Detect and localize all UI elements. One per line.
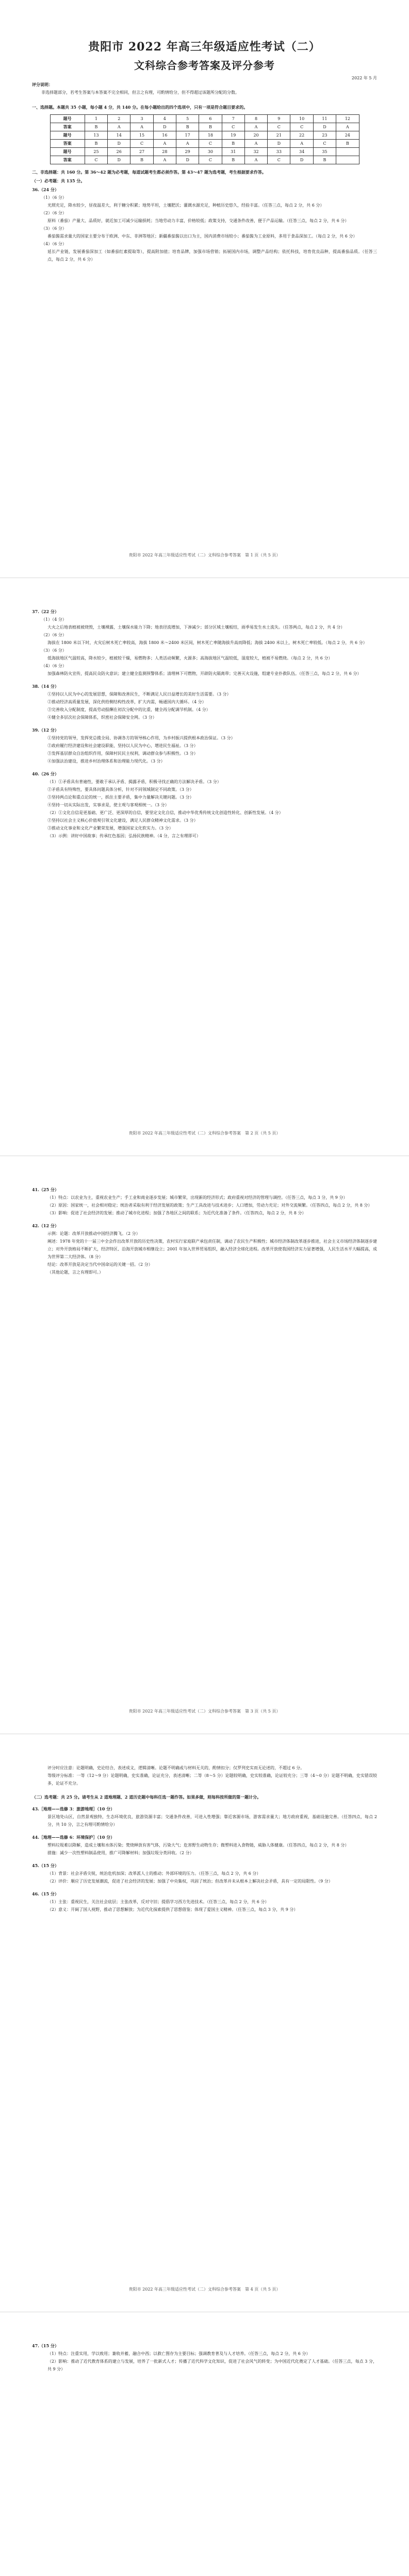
answer-table-cell: 27 — [130, 148, 153, 156]
answer-table-cell: 32 — [244, 148, 267, 156]
page-3-content — [32, 1186, 377, 1276]
q38-title: 38.（14 分） — [32, 684, 59, 689]
q42-block — [32, 1222, 377, 1276]
answer-line: ④加强法治建设，推进乡村治理体系和治理能力现代化。（3 分） — [47, 759, 165, 764]
answer-table-cell: B — [222, 140, 244, 148]
answer-line: ②坚持以社会主义核心价值观引领文化建设，满足人民群众精神文化需求。（3 分） — [47, 818, 198, 823]
answer-line: ②政府履行经济建设和社会建设职能，坚持以人民为中心，增进民生福祉。（3 分） — [47, 743, 198, 748]
answer-line: 大火之后地表植被被烧毁，土壤裸露，土壤保水能力下降；地表径流增加，下渗减少；部分区域土壤板结，雨季易发生水土流失。（任答两点，每点 2 分，共 4 分） — [47, 625, 345, 630]
q36-title: 36.（24 分） — [32, 187, 59, 192]
answer-table-cell: 3 — [130, 115, 153, 123]
q43-title: 43.［地理——选修 3：旅游地理］（10 分） — [32, 1806, 115, 1811]
answer-line: ③推动文化事业和文化产业繁荣发展，增强国家文化软实力。（3 分） — [47, 826, 173, 831]
q47-title: 47.（15 分） — [32, 2343, 59, 2348]
answer-line: 塑料垃圾难以降解，造成土壤和水体污染；焚烧释放有害气体，污染大气；危害野生动物生存；微塑料进入食物链，威胁人体健康。（任答四点，每点 2 分，共 8 分） — [47, 1843, 349, 1848]
page-3-footer: 贵阳市 2022 年高三年级适应性考试（二）文科综合参考答案 第 3 页（共 5 页） — [128, 1709, 281, 1714]
answer-table-cell: A — [290, 140, 313, 148]
answer-table-cell: B — [176, 123, 199, 131]
answer-table-row — [50, 131, 359, 140]
answer-table-cell: C — [85, 156, 107, 164]
answer-table-cell: 30 — [199, 148, 222, 156]
exam-title: 贵阳市 2022 年高三年级适应性考试（二） — [88, 40, 321, 54]
answer-table-cell: 31 — [222, 148, 244, 156]
answer-table-cell: 2 — [108, 115, 130, 123]
answer-line: （1）特点：注重实用，学以致用；兼收并蓄，融合中西；以救亡图存为主要目标；强调教育普及与人才培养。（任答三点，每点 2 分，共 6 分） — [47, 2351, 310, 2356]
answer-table-cell: 26 — [108, 148, 130, 156]
answer-table-cell: 21 — [268, 131, 290, 140]
answer-line: 等级评分标准：一等（12～9 分）论题明确，史实准确，论证充分，表述清晰；二等（8～5 分）论题较明确，史实较准确，论证较充分；三等（4～0 分）论题不明确，史实错误较多，论证不充分。 — [47, 1773, 377, 1786]
answer-line: 措施：减少一次性塑料制品使用，推广可降解材料；加强垃圾分类回收。（2 分） — [47, 1851, 194, 1855]
q47-block — [32, 2342, 377, 2373]
answer-table-cell — [336, 156, 359, 164]
answer-table-cell: C — [268, 156, 290, 164]
answer-line: （3）影响：促进了社会经济的发展；推动了城市化进程；加强了各地区之间的联系；为近代化准备了条件。（任答四点，每点 2 分，共 8 分） — [47, 1211, 306, 1215]
answer-line: ②矛盾具有特殊性，要具体问题具体分析，针对不同领域制定不同政策。（3 分） — [47, 787, 194, 792]
section2-heading: 二、非选择题：共 160 分。第 36～42 题为必考题，每道试题考生都必须作答。第 43～47 题为选考题，考生根据要求作答。 — [32, 170, 266, 175]
answer-line: ③坚持两点论和重点论的统一，抓住主要矛盾，集中力量解决关键问题。（3 分） — [47, 795, 194, 800]
page-1-content — [32, 30, 377, 263]
answer-table-row — [50, 148, 359, 156]
answer-table-cell: A — [130, 123, 153, 131]
answer-table-row-label: 题号 — [50, 148, 85, 156]
answer-table-row-label: 答案 — [50, 140, 85, 148]
answer-table-cell: D — [290, 156, 313, 164]
q37-block — [32, 608, 377, 677]
answer-line: （1）（6 分） — [41, 195, 67, 200]
q46-block — [32, 1890, 377, 1913]
answer-table-row — [50, 115, 359, 123]
page-4-content — [32, 1764, 377, 1913]
answer-line: 海拔在 1800 米以下时，火灾后树木死亡率较高，海拔 1800 米～2400 米区间，树木死亡率随海拔升高而降低；海拔 2400 米以上，树木死亡率较低。（每点 2 分，共 6 分） — [47, 640, 367, 645]
answer-table-cell: 12 — [336, 115, 359, 123]
answer-line: 示例：论题：改革开放推动中国经济腾飞。（2 分） — [47, 1231, 140, 1236]
scoring-notes-text: 非选择题部分，若考生答案与本答案不完全相同，但言之有理，可酌情给分，但不得超过该题所分配的分数。 — [41, 90, 239, 95]
answer-line: ④健全多层次社会保障体系，织密社会保障安全网。（3 分） — [47, 715, 157, 720]
answer-line: （3）示例：讲好中国故事；传承红色基因；弘扬民族精神。（4 分，言之有理即可） — [47, 834, 201, 838]
q45-block — [32, 1862, 377, 1885]
answer-line: 阐述：1978 年党的十一届三中全会作出改革开放的历史性决策，农村实行家庭联产承包责任制，调动了农民生产积极性；城市经济体制改革逐步推进，社会主义市场经济体制逐步建立；对外开放格局不断扩大，经济特区、沿海开放城市相继设立；2001 年加入世界贸易组织，融入经济全球化进程。改革开放使我国经济实力显著增强，人民生活水平大幅提高，成为世界第二大经济体。（8 分） — [47, 1239, 377, 1259]
answer-table-cell: 18 — [199, 131, 222, 140]
answer-table-row-label: 答案 — [50, 123, 85, 131]
q44-title: 44.［地理——选修 6：环境保护］（10 分） — [32, 1835, 115, 1840]
answer-table-cell — [336, 148, 359, 156]
answer-table-cell: C — [290, 123, 313, 131]
answer-table-row — [50, 123, 359, 131]
q39-title: 39.（12 分） — [32, 727, 59, 733]
answer-table-cell: 8 — [244, 115, 267, 123]
answer-line: （1）主张：重视民生，关注社会底层；主张改革，反对守旧；提倡学习西方先进技术。（任答三点，每点 2 分，共 6 分） — [47, 1900, 269, 1904]
q45-title: 45.（15 分） — [32, 1863, 59, 1868]
answer-table-cell: 1 — [85, 115, 107, 123]
answer-table-row — [50, 156, 359, 164]
answer-table-cell: A — [176, 140, 199, 148]
q41-title: 41.（25 分） — [32, 1187, 59, 1192]
answer-line: ④坚持一切从实际出发，实事求是，使主观与客观相统一。（3 分） — [47, 803, 169, 807]
q40-title: 40.（26 分） — [32, 771, 59, 776]
q37-title: 37.（22 分） — [32, 609, 59, 614]
answer-key-title: 文科综合参考答案及评分参考 — [134, 59, 275, 72]
answer-table-cell: 19 — [222, 131, 244, 140]
answer-table-cell: C — [199, 140, 222, 148]
page-4 — [0, 1734, 409, 2312]
answer-table-cell: A — [153, 156, 176, 164]
answer-line: （2）影响：推动了近代教育体系的建立与发展，培养了一批新式人才；传播了近代科学文化知识，促进了社会风气的转变；为中国近代化奠定了人才基础。（任答三点，每点 3 分，共 9 分） — [47, 2359, 377, 2371]
answer-table-cell: D — [153, 123, 176, 131]
answer-line: 景区地处山区，自然景观独特，生态环境优良，旅游资源丰富；交通条件改善，可进入性增强；靠近客源市场，游客需求量大；地方政府重视，基础设施完善。（任答四点，每点 2 分，共 10 分，言之有理可酌情给分） — [47, 1815, 377, 1827]
answer-table-cell: D — [108, 156, 130, 164]
answer-table-cell: 20 — [244, 131, 267, 140]
answer-table-cell: A — [153, 140, 176, 148]
page-2 — [0, 578, 409, 1156]
answer-table-cell: 14 — [108, 131, 130, 140]
page-4-footer: 贵阳市 2022 年高三年级适应性考试（二）文科综合参考答案 第 4 页（共 5 页） — [128, 2287, 281, 2292]
scoring-notes-heading: 评分说明： — [32, 82, 53, 87]
answer-line: （1）（4 分） — [41, 617, 67, 622]
answer-line: （2）（6 分） — [41, 633, 67, 637]
q42-tail-block — [32, 1764, 377, 1787]
optional-section-heading: （二）选考题：共 25 分。请考生从 2 道地理题、2 道历史题中每科任选一题作答。如果多做，则每科按所做的第一题计分。 — [32, 1794, 261, 1800]
answer-table-cell: B — [130, 156, 153, 164]
answer-line: （3）（6 分） — [41, 226, 67, 231]
answer-line: 番茄酱需求量大的国家主要分布于欧洲、中东、非洲等地区；新疆番茄酱以出口为主，国内消费市场较小；番茄酱为工业原料，多用于食品深加工。（每点 2 分，共 6 分） — [47, 234, 357, 239]
q44-block — [32, 1834, 377, 1857]
page-5 — [0, 2312, 409, 2576]
answer-table-cell: 28 — [153, 148, 176, 156]
answer-line: （3）（6 分） — [41, 648, 67, 653]
answer-line: 结论：改革开放是决定当代中国命运的关键一招。（2 分） — [47, 1262, 153, 1267]
answer-table-cell: 5 — [176, 115, 199, 123]
answer-table-cell: A — [244, 156, 267, 164]
answer-line: （1）特点：以农业为主，重视农业生产；手工业和商业逐步发展；城市繁荣，出现新的经济形式；政府重视对经济的管理与调控。（任答三点，每点 3 分，共 9 分） — [47, 1195, 348, 1200]
answer-table-cell: B — [336, 140, 359, 148]
q40-block — [32, 770, 377, 840]
answer-line: 延长产业链，发展番茄深加工（如番茄红素提取等），提高附加值；培育品牌，加强市场营销；拓展国内市场，调整产品结构；依托科技，培育优良品种，提高番茄品质。（任答三点，每点 2 分，共 6 分） — [47, 249, 377, 262]
answer-line: 评分时应注意：论题明确，史论结合，表述成文，逻辑清晰。论题不明确或与材料无关的，酌情扣分；仅罗列史实而无论述的，不超过 6 分。 — [47, 1766, 305, 1770]
answer-table-cell: 29 — [176, 148, 199, 156]
answer-line: ①坚持以人民为中心的发展思想，保障和改善民生，不断满足人民日益增长的美好生活需要。（3 分） — [47, 692, 231, 697]
answer-line: 原料（番茄）产量大、品质好，就近加工可减少运输损耗；当地劳动力丰富，价格较低；政策支持，交通条件改善，便于产品运输。（任答三点，每点 2 分，共 6 分） — [47, 218, 349, 223]
answer-table-cell: D — [108, 140, 130, 148]
answer-line: 加强森林防火宣传，提高民众防火意识；建立健全监测预警体系；清理林下可燃物，开辟防火隔离带；完善灭火设施，组建专业扑救队伍。（任答三点，每点 2 分，共 6 分） — [47, 671, 362, 676]
answer-table-cell: 13 — [85, 131, 107, 140]
page-2-footer: 贵阳市 2022 年高三年级适应性考试（二）文科综合参考答案 第 2 页（共 5 页） — [128, 1131, 281, 1136]
answer-line: （1）背景：社会矛盾尖锐，统治危机加深；改革派人士的推动；外部环境的压力。（任答三点，每点 2 分，共 6 分） — [47, 1871, 261, 1876]
answer-table-cell: A — [108, 123, 130, 131]
answer-line: （2）意义：开阔了国人视野，推动了思想解放；为近代化探索提供了思想借鉴；体现了爱国主义精神。（任答三点，每点 3 分，共 9 分） — [47, 1907, 298, 1912]
q39-block — [32, 726, 377, 765]
answer-table-cell: 24 — [336, 131, 359, 140]
answer-table-cell: D — [268, 140, 290, 148]
answer-table-cell: 34 — [290, 148, 313, 156]
answer-table-cell: A — [336, 123, 359, 131]
page-1 — [0, 0, 409, 578]
answer-table-cell: 4 — [153, 115, 176, 123]
answer-table-cell: C — [130, 140, 153, 148]
page-5-content — [32, 2342, 377, 2373]
answer-line: ③完善收入分配制度，提高劳动报酬在初次分配中的比重，健全再分配调节机制。（4 分） — [47, 707, 210, 712]
page-2-content — [32, 608, 377, 840]
answer-table-cell: A — [244, 140, 267, 148]
answer-table-cell: 22 — [290, 131, 313, 140]
answer-line: （2）原因：国家统一，社会相对稳定；统治者采取有利于经济发展的政策；生产工具改进与技术进步；人口增加，劳动力充足；对外交流频繁。（任答四点，每点 2 分，共 8 分） — [47, 1203, 372, 1208]
page-1-footer: 贵阳市 2022 年高三年级适应性考试（二）文科综合参考答案 第 1 页（共 5 页） — [128, 553, 281, 557]
answer-table-cell: 15 — [130, 131, 153, 140]
answer-table-cell: 9 — [268, 115, 290, 123]
answer-table-cell: B — [199, 123, 222, 131]
answer-table-row-label: 答案 — [50, 156, 85, 164]
answer-table-cell: 11 — [313, 115, 336, 123]
answer-table-row — [50, 140, 359, 148]
answer-table-cell: 17 — [176, 131, 199, 140]
answer-line: （2）（6 分） — [41, 211, 67, 215]
section1-heading: 一、选择题。本题共 35 小题，每小题 4 分，共 140 分。在每小题给出的四个选项中，只有一项是符合题目要求的。 — [32, 105, 248, 110]
answer-line: ③发挥基层群众自治组织作用，保障村民民主权利，调动群众参与积极性。（3 分） — [47, 751, 198, 756]
answer-table-cell: 6 — [199, 115, 222, 123]
answer-table-cell: C — [199, 156, 222, 164]
answer-line: （2）①文化自信是更基础、更广泛、更深厚的自信，要坚定文化自信，推动中华优秀传统文化创造性转化、创新性发展。（4 分） — [47, 810, 283, 815]
q36-block — [32, 186, 377, 263]
issue-date: 2022 年 5 月 — [351, 76, 377, 80]
answer-table-row-label: 题号 — [50, 115, 85, 123]
answer-table-row-label: 题号 — [50, 131, 85, 140]
answer-table-cell: 33 — [268, 148, 290, 156]
q38-block — [32, 683, 377, 721]
answer-line: 低海拔地区气温较高，降水较少，植被较干燥，易燃物多；人类活动频繁，火源多；高海拔地区气温较低，湿度较大，植被不易燃烧。（每点 2 分，共 6 分） — [47, 656, 333, 660]
answer-table-cell: 10 — [290, 115, 313, 123]
answer-line: （2）评价：顺应了历史发展潮流，促进了社会经济的发展；加强了中央集权，巩固了统治；但改革并未从根本上解决社会矛盾，具有一定的局限性。（9 分） — [47, 1879, 333, 1884]
answer-table-cell: C — [313, 140, 336, 148]
answer-table-cell: B — [222, 156, 244, 164]
answer-table-cell: B — [85, 123, 107, 131]
answer-table-cell: A — [244, 123, 267, 131]
answer-table-cell: D — [176, 156, 199, 164]
q46-title: 46.（15 分） — [32, 1891, 59, 1896]
answer-table-cell: D — [313, 123, 336, 131]
answer-table-cell: 7 — [222, 115, 244, 123]
section2-sub: （一）必考题：共 135 分。 — [32, 178, 85, 183]
q42-title: 42.（12 分） — [32, 1223, 59, 1228]
answer-table — [50, 114, 359, 164]
answer-table-cell: B — [313, 156, 336, 164]
q43-block — [32, 1805, 377, 1828]
answer-table-cell: C — [268, 123, 290, 131]
answer-line: （其他论题，言之有理即可。） — [47, 1270, 103, 1275]
answer-line: 光照充足，降水较少，昼夜温差大，利于糖分积累；地势平坦，土壤肥沃；灌溉水源充足，种植历史悠久，经验丰富。（任答三点，每点 2 分，共 6 分） — [47, 203, 324, 208]
answer-line: （4）（6 分） — [41, 242, 67, 246]
answer-table-cell: C — [222, 123, 244, 131]
answer-table-cell: 25 — [85, 148, 107, 156]
answer-table-cell: B — [85, 140, 107, 148]
q41-block — [32, 1186, 377, 1217]
answer-line: ①坚持党的领导，发挥党总揽全局、协调各方的领导核心作用，为乡村振兴提供根本政治保证。（3 分） — [47, 736, 235, 740]
answer-table-cell: 16 — [153, 131, 176, 140]
answer-line: （4）（6 分） — [41, 664, 67, 668]
answer-line: （1）①矛盾具有普遍性，要敢于承认矛盾、揭露矛盾，积极寻找正确的方法解决矛盾。（3 分） — [47, 779, 221, 784]
page-3 — [0, 1156, 409, 1734]
answer-table-cell: 35 — [313, 148, 336, 156]
answer-table-cell: 23 — [313, 131, 336, 140]
answer-line: ②推动经济高质量发展，深化供给侧结构性改革，扩大内需，畅通国内大循环。（4 分） — [47, 700, 206, 704]
